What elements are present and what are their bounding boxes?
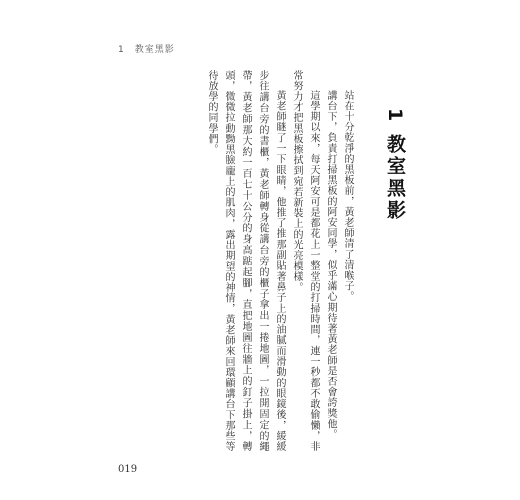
paragraph: 黃老師瞇了一下眼睛，他推了推那副貼著鼻子上的油膩而滑動的眼鏡後，緩緩步往講台旁的書櫃，黃老師轉身從講台旁的櫃子拿出一捲地圖，一拉開固定的繩帶，黃老師那大約一百七十公分的身高踮起腳，直把地圖往牆上的釘子掛上，轉頭，微微拉動黝黑臉龐上的肌肉，露出期望的神情，黃老師來回環顧講台下那些等待放學的同學們。 [206,70,285,452]
paragraph: 站在十分乾淨的黑板前，黃老師清了清喉子。 [342,90,353,302]
paragraph: 這學期以來，每天阿安可是都花上一整堂的打掃時間，連一秒都不敢偷懶，非常努力才把黑板擦拭到宛若新裝上的光亮模樣。 [291,70,319,452]
page-number: 019 [118,464,138,475]
body-text [126,70,356,452]
running-header: 1 教室黑影 [118,45,175,55]
paragraph: 講台下，負責打掃黑板的阿安同學，似乎滿心期待著黃老師是否會誇獎他。 [325,90,336,440]
chapter-title: 1 教室黑影 [384,108,406,222]
